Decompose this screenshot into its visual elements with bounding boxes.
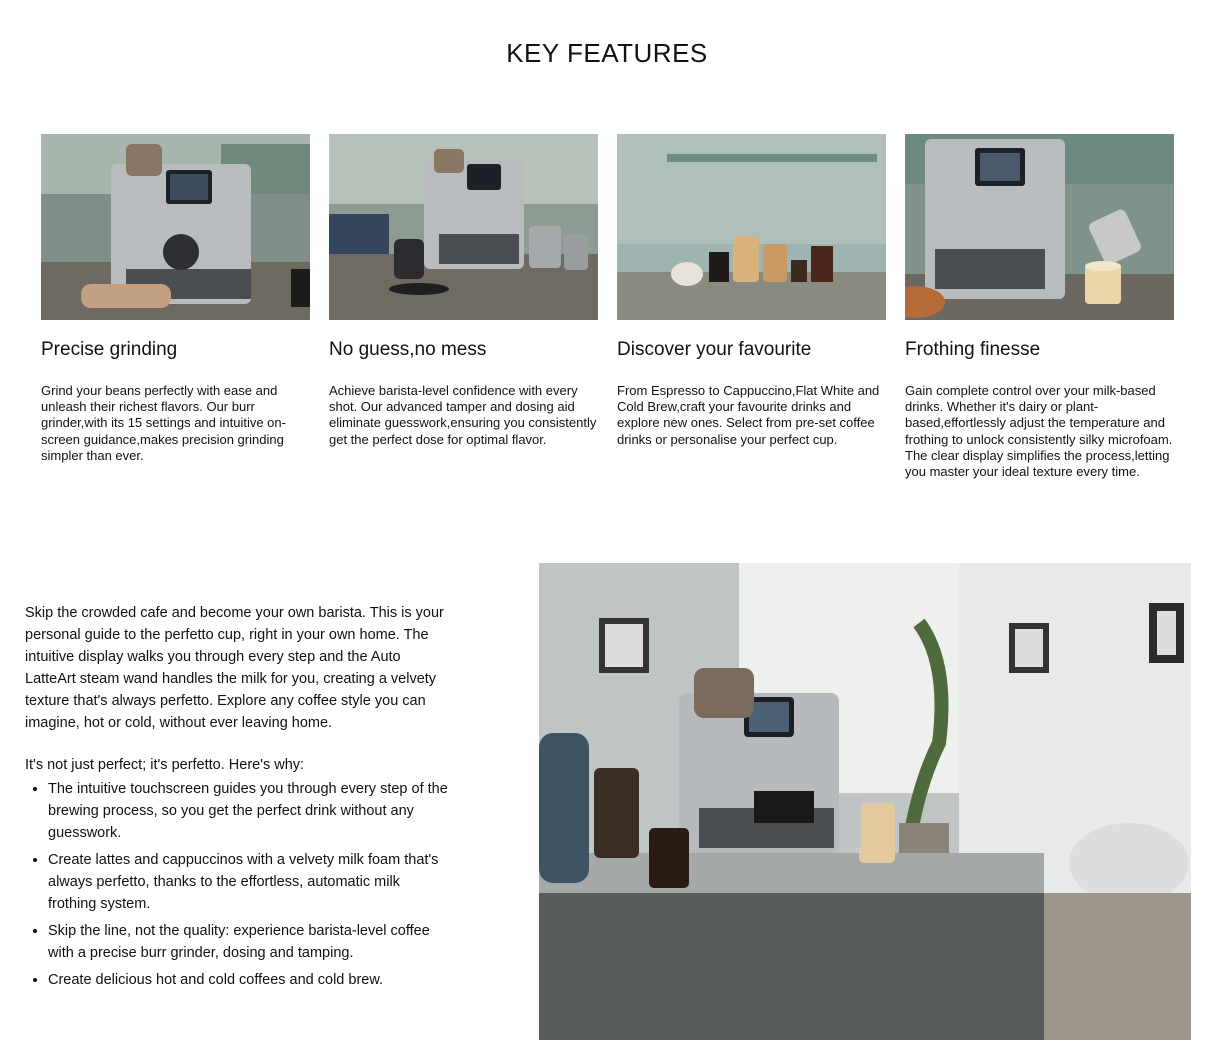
list-item: • Create delicious hot and cold coffees and cold brew.	[48, 969, 450, 991]
feature-card	[905, 134, 1174, 480]
list-item: • Skip the line, not the quality: experience barista-level coffee with a precise burr grinder, dosing and tamping.	[48, 920, 450, 964]
feature-title: Discover your favourite	[617, 339, 812, 360]
product-description	[25, 602, 450, 996]
milk-frothing-photo	[905, 134, 1174, 320]
list-item: • The intuitive touchscreen guides you through every step of the brewing process, so you get the perfect drink without any guesswork.	[48, 778, 450, 844]
tamper-photo	[329, 134, 598, 320]
features-grid	[41, 134, 1173, 480]
feature-text: Grind your beans perfectly with ease and unleash their richest flavors. Our burr grinder,with its 15 settings and intuitive on-screen guidance,makes precision grinding simpler than ever.	[41, 383, 286, 463]
grinder-photo	[41, 134, 310, 320]
benefits-list	[25, 778, 450, 991]
feature-title: No guess,no mess	[329, 339, 487, 360]
list-item: • Create lattes and cappuccinos with a velvety milk foam that's always perfetto, thanks to the effortless, automatic milk frothing system.	[48, 849, 450, 915]
coffee-cups-photo	[617, 134, 886, 320]
feature-text: From Espresso to Cappuccino,Flat White and Cold Brew,craft your favourite drinks and explore new ones. Select from pre-set coffee drinks or personalise your perfect cup.	[617, 383, 880, 447]
feature-card	[329, 134, 598, 480]
feature-text: Achieve barista-level confidence with every shot. Our advanced tamper and dosing aid eliminate guesswork,ensuring you consistently get the perfect dose for optimal flavor.	[329, 383, 597, 447]
feature-title: Precise grinding	[41, 339, 178, 360]
feature-card	[617, 134, 886, 480]
feature-text: Gain complete control over your milk-based drinks. Whether it's dairy or plant-based,effortlessly adjust the temperature and frothing to unlock consistently silky microfoam. The clear display simplifies the process,letting you master your ideal texture every time.	[905, 383, 1173, 480]
feature-title: Frothing finesse	[905, 339, 1041, 360]
description-intro: Skip the crowded cafe and become your own barista. This is your personal guide to the perfetto cup, right in your own home. The intuitive display walks you through every step and the Auto LatteArt steam wand handles the milk for you, creating a velvety texture that's always perfetto. Explore any coffee style you can imagine, hot or cold, without ever leaving home.	[25, 605, 444, 731]
espresso-machine-kitchen-photo	[539, 563, 1191, 1040]
description-why-heading: It's not just perfect; it's perfetto. Here's why:	[25, 757, 305, 773]
section-title: KEY FEATURES	[506, 38, 708, 68]
feature-card	[41, 134, 310, 480]
